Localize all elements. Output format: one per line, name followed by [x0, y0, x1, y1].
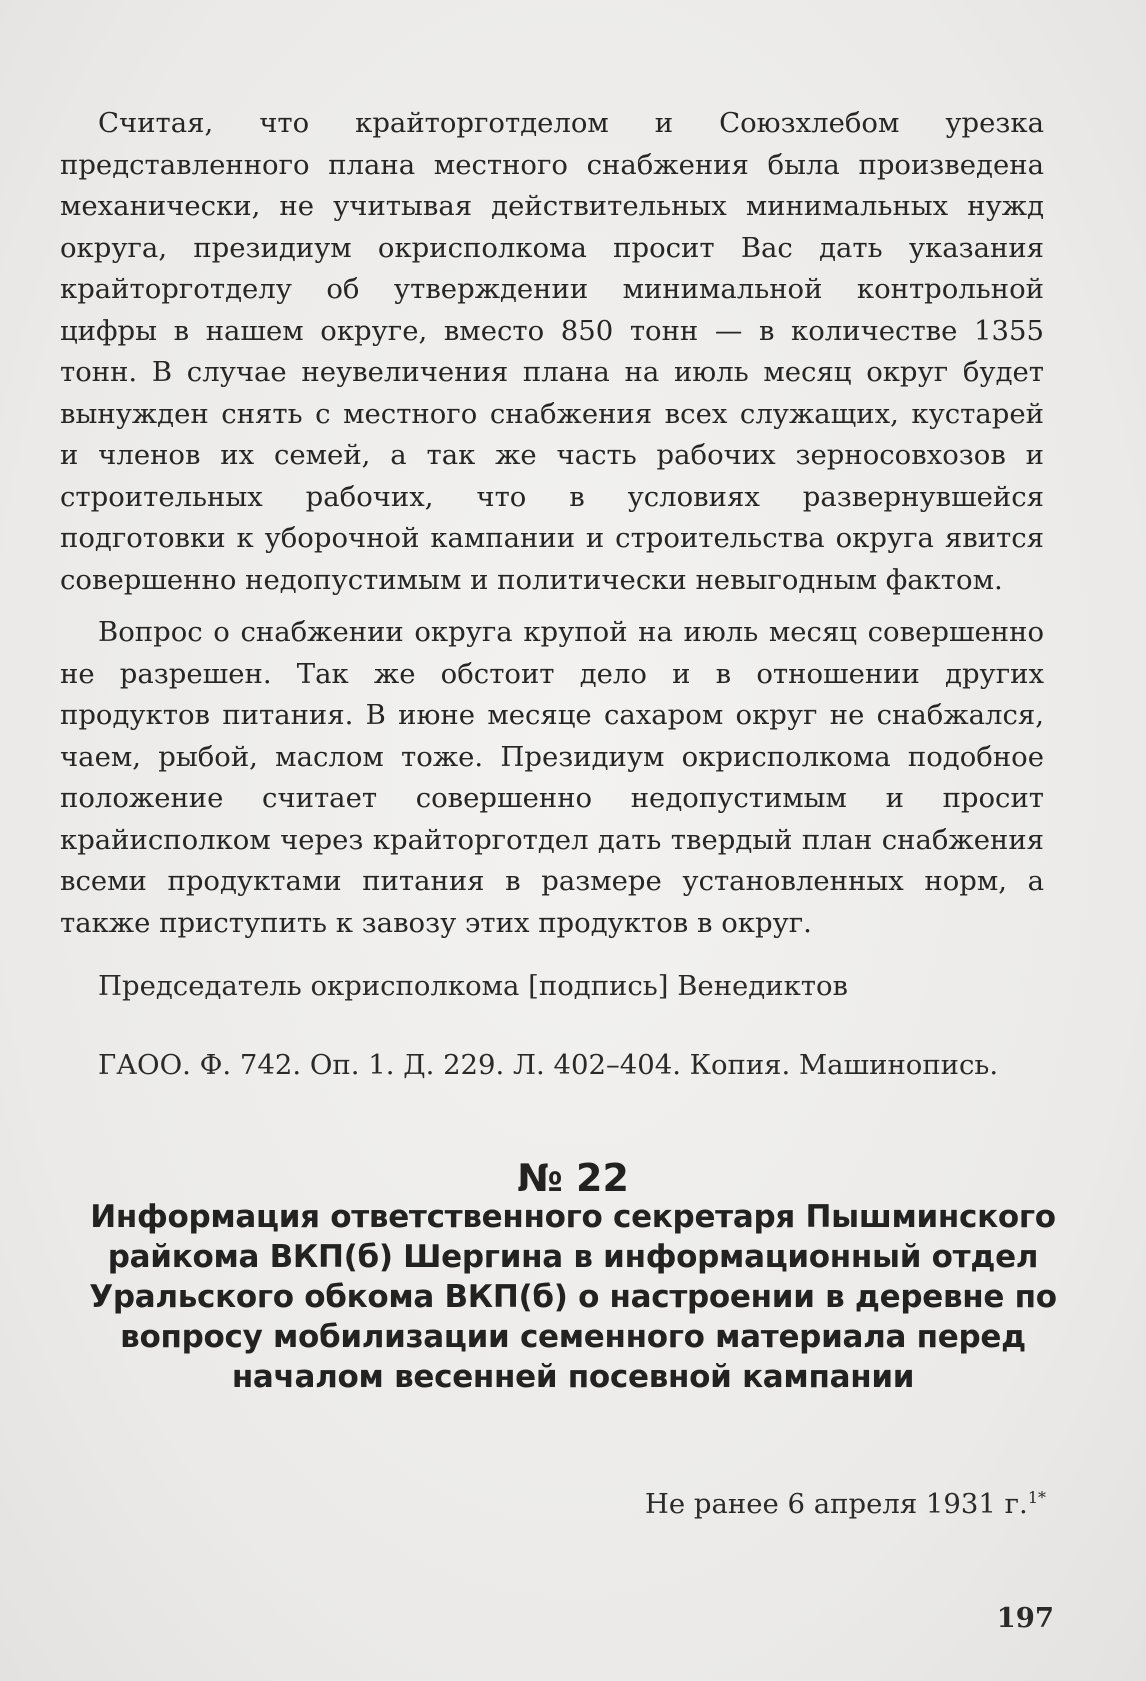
document-date	[645, 1478, 1046, 1524]
body-paragraph-2: Вопрос о снабжении округа крупой на июль месяц совершенно не разрешен. Так же обстоит дело и в отношении других продуктов питания. В июне месяце сахаром округ не снабжался, чаем, рыбой, маслом тоже. Президиум окрисполкома подобное положение считает совершенно недопустимым и просит крайисполком через крайторготдел дать твердый план снабжения всеми продуктами питания в размере установленных норм, а также приступить к завозу этих продуктов в округ.	[60, 616, 1044, 939]
footnote-marker: 1*	[1027, 1488, 1046, 1507]
archive-source-reference: ГАОО. Ф. 742. Оп. 1. Д. 229. Л. 402–404. Копия. Машинопись.	[98, 1049, 999, 1081]
document-title: Информация ответственного секретаря Пышминского райкома ВКП(б) Шергина в информационный отдел Уральского обкома ВКП(б) о настроении в деревне по вопросу мобилизации семенного материала перед началом весенней посевной кампании	[89, 1199, 1057, 1395]
document-number: № 22	[517, 1156, 629, 1200]
document-date-text: Не ранее 6 апреля 1931 г.	[644, 1488, 1028, 1521]
document-body	[60, 103, 1044, 944]
signature-line: Председатель окрисполкома [подпись] Венедиктов	[98, 970, 849, 1002]
page-number: 197	[996, 1602, 1054, 1634]
body-paragraph-1: Считая, что крайторготделом и Союзхлебом урезка представленного плана местного снабжения была произведена механически, не учитывая действительных минимальных нужд округа, президиум окрисполкома просит Вас дать указания крайторготделу об утверждении минимальной контрольной цифры в нашем округе, вместо 850 тонн — в количестве 1355 тонн. В случае неувеличения плана на июль месяц округ будет вынужден снять с местного снабжения всех служащих, кустарей и членов их семей, а так же часть рабочих зерносовхозов и строительных рабочих, что в условиях развернувшейся подготовки к уборочной кампании и строительства округа явится совершенно недопустимым и политически невыгодным фактом.	[60, 107, 1044, 596]
